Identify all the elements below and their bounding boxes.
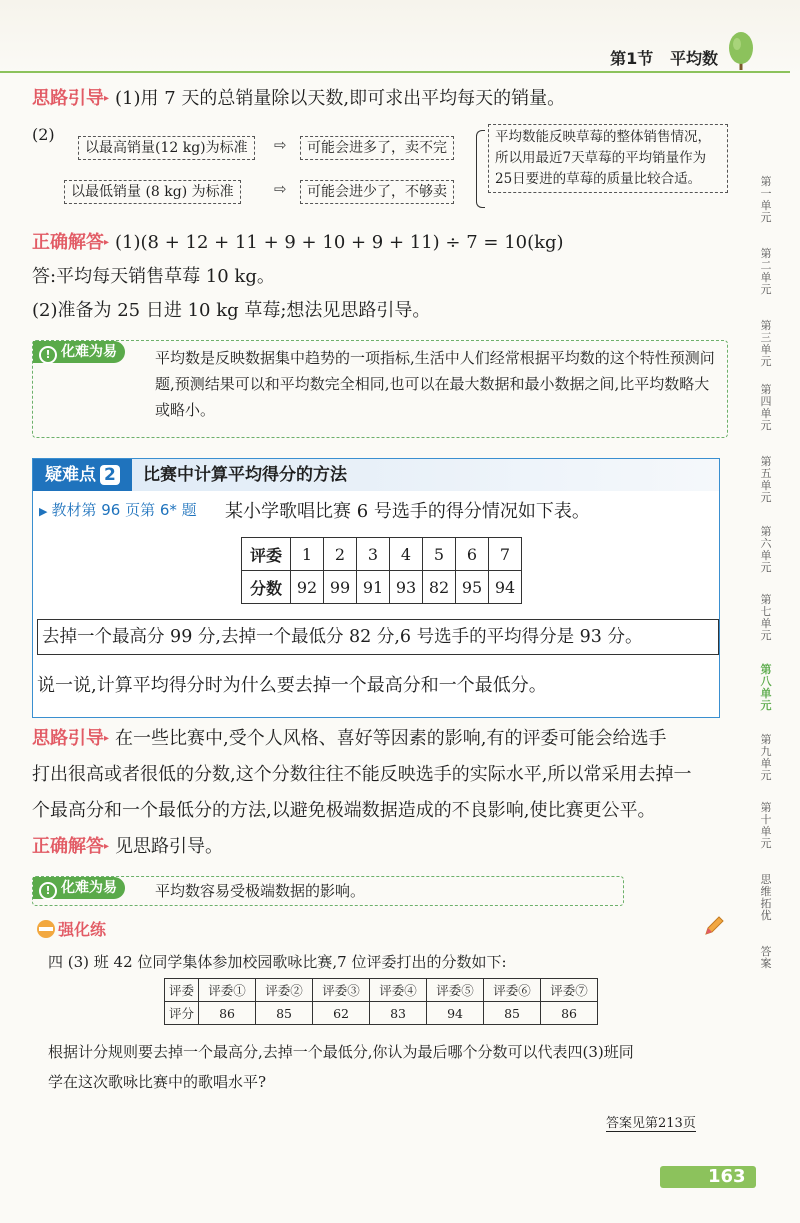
table-cell: 评委⑥ (484, 979, 541, 1002)
answer-line-3: (2)准备为 25 日进 10 kg 草莓;想法见思路引导。 (32, 300, 431, 321)
answer-label: 正确解答 (32, 232, 104, 253)
standard-high-box: 以最高销量(12 kg)为标准 (78, 136, 255, 160)
page-header (0, 0, 800, 76)
hint-text: 个最高分和一个最低分的方法,以避免极端数据造成的不良影响,使比赛更公平。 (32, 800, 656, 821)
table-cell: 82 (423, 571, 456, 604)
table-header: 评分 (165, 1002, 199, 1025)
conclusion-box: 平均数能反映草莓的整体销售情况，所以用最近7天草莓的平均销量作为25日要进的草莓的质量比较合适。 (488, 124, 728, 193)
sidebar-item-unit-3[interactable]: 第三单元 (760, 319, 772, 368)
result-low-box: 可能会进少了，不够卖 (300, 180, 454, 204)
sidebar-item-unit-2[interactable]: 第二单元 (760, 247, 772, 296)
difficulty-number: 2 (100, 465, 120, 485)
table-header: 评委 (165, 979, 199, 1002)
easy-tag (33, 877, 125, 899)
table-cell: 1 (291, 538, 324, 571)
answer-line (32, 230, 564, 256)
difficulty-tag (33, 459, 132, 491)
easy-tag (33, 341, 125, 363)
sidebar-item-unit-5[interactable]: 第五单元 (760, 455, 772, 504)
page-number-badge (660, 1166, 756, 1188)
table-row (242, 571, 522, 604)
section-title: 平均数 (669, 49, 718, 68)
sidebar-item-unit-9[interactable]: 第九单元 (760, 733, 772, 782)
table-row (242, 538, 522, 571)
sidebar-item-unit-1[interactable]: 第一单元 (760, 175, 772, 224)
item-2-label: (2) (32, 125, 55, 144)
table-cell: 评委⑦ (541, 979, 598, 1002)
table-cell: 评委② (256, 979, 313, 1002)
sidebar-item-thinking[interactable]: 思维拓优 (760, 873, 772, 922)
question-text: 某小学歌唱比赛 6 号选手的得分情况如下表。 (225, 501, 590, 522)
table-header: 分数 (242, 571, 291, 604)
judge-table (164, 978, 598, 1025)
table-header: 评委 (242, 538, 291, 571)
easy-tag-label: 化难为易 (61, 344, 117, 360)
table-cell: 94 (489, 571, 522, 604)
hint-text: 打出很高或者很低的分数,这个分数往往不能反映选手的实际水平,所以常采用去掉一 (32, 764, 692, 785)
sidebar-item-unit-8[interactable]: 第八单元 (760, 663, 772, 712)
table-cell: 评委① (199, 979, 256, 1002)
caret-icon: ▸ (104, 237, 110, 248)
sidebar-item-unit-7[interactable]: 第七单元 (760, 593, 772, 642)
arrow-right-icon: ⇨ (274, 136, 287, 154)
hint-label: 思路引导 (32, 88, 104, 109)
hint-line (32, 726, 666, 752)
header-divider (0, 71, 790, 73)
table-cell: 2 (324, 538, 357, 571)
claim-box: 去掉一个最高分 99 分,去掉一个最低分 82 分,6 号选手的平均得分是 93 分。 (37, 619, 719, 655)
answer-reference: 答案见第213页 (606, 1112, 696, 1132)
table-cell: 94 (427, 1002, 484, 1025)
table-cell: 7 (489, 538, 522, 571)
answer-text: 见思路引导。 (115, 836, 224, 857)
sidebar-item-unit-10[interactable]: 第十单元 (760, 801, 772, 850)
table-cell: 85 (484, 1002, 541, 1025)
section-title: 比赛中计算平均得分的方法 (143, 465, 347, 485)
hint-text: (1)用 7 天的总销量除以天数,即可求出平均每天的销量。 (115, 88, 566, 109)
page-number: 163 (708, 1166, 746, 1187)
easy-tag-label: 化难为易 (61, 880, 117, 896)
table-cell: 5 (423, 538, 456, 571)
score-table (241, 537, 522, 604)
arrow-right-icon: ⇨ (274, 180, 287, 198)
answer-label: 正确解答 (32, 836, 104, 857)
easy-tip-box (32, 876, 624, 906)
practice-intro: 四 (3) 班 42 位同学集体参加校园歌咏比赛,7 位评委打出的分数如下: (48, 953, 507, 971)
tip-icon: ! (39, 882, 57, 900)
strength-practice-badge (34, 916, 118, 942)
table-cell: 86 (541, 1002, 598, 1025)
table-cell: 62 (313, 1002, 370, 1025)
textbook-source (39, 499, 197, 520)
table-row (165, 979, 598, 1002)
caret-icon: ▸ (104, 733, 110, 744)
sidebar-item-unit-4[interactable]: 第四单元 (760, 383, 772, 432)
table-cell: 评委③ (313, 979, 370, 1002)
table-cell: 3 (357, 538, 390, 571)
discussion-prompt: 说一说,计算平均得分时为什么要去掉一个最高分和一个最低分。 (37, 675, 547, 696)
easy-tip-box (32, 340, 728, 438)
caret-icon: ▸ (104, 93, 110, 104)
answer-line-2: 答:平均每天销售草莓 10 kg。 (32, 266, 275, 287)
table-cell: 99 (324, 571, 357, 604)
difficulty-tag-label: 疑难点 (45, 465, 96, 485)
hint-line (32, 86, 565, 112)
table-cell: 93 (390, 571, 423, 604)
tree-icon (724, 30, 758, 72)
table-cell: 评委④ (370, 979, 427, 1002)
table-cell: 86 (199, 1002, 256, 1025)
section-title-bar (33, 459, 719, 491)
section-number: 第1节 (610, 49, 654, 68)
tip-icon: ! (39, 346, 57, 364)
bracket (476, 130, 485, 208)
answer-formula: (1)(8 + 12 + 11 + 9 + 10 + 9 + 11) ÷ 7 = 10(kg) (115, 232, 564, 253)
practice-label: 强化练 (58, 920, 107, 939)
table-cell: 4 (390, 538, 423, 571)
practice-question: 根据计分规则要去掉一个最高分,去掉一个最低分,你认为最后哪个分数可以代表四(3)班同 (48, 1043, 634, 1061)
table-row (165, 1002, 598, 1025)
table-cell: 83 (370, 1002, 427, 1025)
table-cell: 6 (456, 538, 489, 571)
header-label (610, 46, 718, 69)
triangle-icon: ▶ (39, 505, 48, 518)
table-cell: 95 (456, 571, 489, 604)
table-cell: 91 (357, 571, 390, 604)
table-cell: 评委⑤ (427, 979, 484, 1002)
easy-tip-text: 平均数是反映数据集中趋势的一项指标,生活中人们经常根据平均数的这个特性预测问题,预测结果可以和平均数完全相同,也可以在最大数据和最小数据之间,比平均数略大或略小。 (155, 349, 715, 419)
difficulty-section (32, 458, 720, 718)
hint-text: 在一些比赛中,受个人风格、喜好等因素的影响,有的评委可能会给选手 (115, 728, 667, 749)
answer-line (32, 834, 223, 860)
standard-low-box: 以最低销量 (8 kg) 为标准 (64, 180, 241, 204)
easy-tip-text: 平均数容易受极端数据的影响。 (155, 882, 366, 900)
result-high-box: 可能会进多了，卖不完 (300, 136, 454, 160)
pencil-icon (702, 914, 726, 938)
sidebar-item-answers[interactable]: 答案 (760, 945, 772, 970)
source-text: 教材第 96 页第 6* 题 (51, 501, 197, 519)
practice-question: 学在这次歌咏比赛中的歌唱水平? (48, 1073, 267, 1091)
caret-icon: ▸ (104, 841, 110, 852)
table-cell: 92 (291, 571, 324, 604)
hint-label: 思路引导 (32, 728, 104, 749)
table-cell: 85 (256, 1002, 313, 1025)
sidebar-item-unit-6[interactable]: 第六单元 (760, 525, 772, 574)
